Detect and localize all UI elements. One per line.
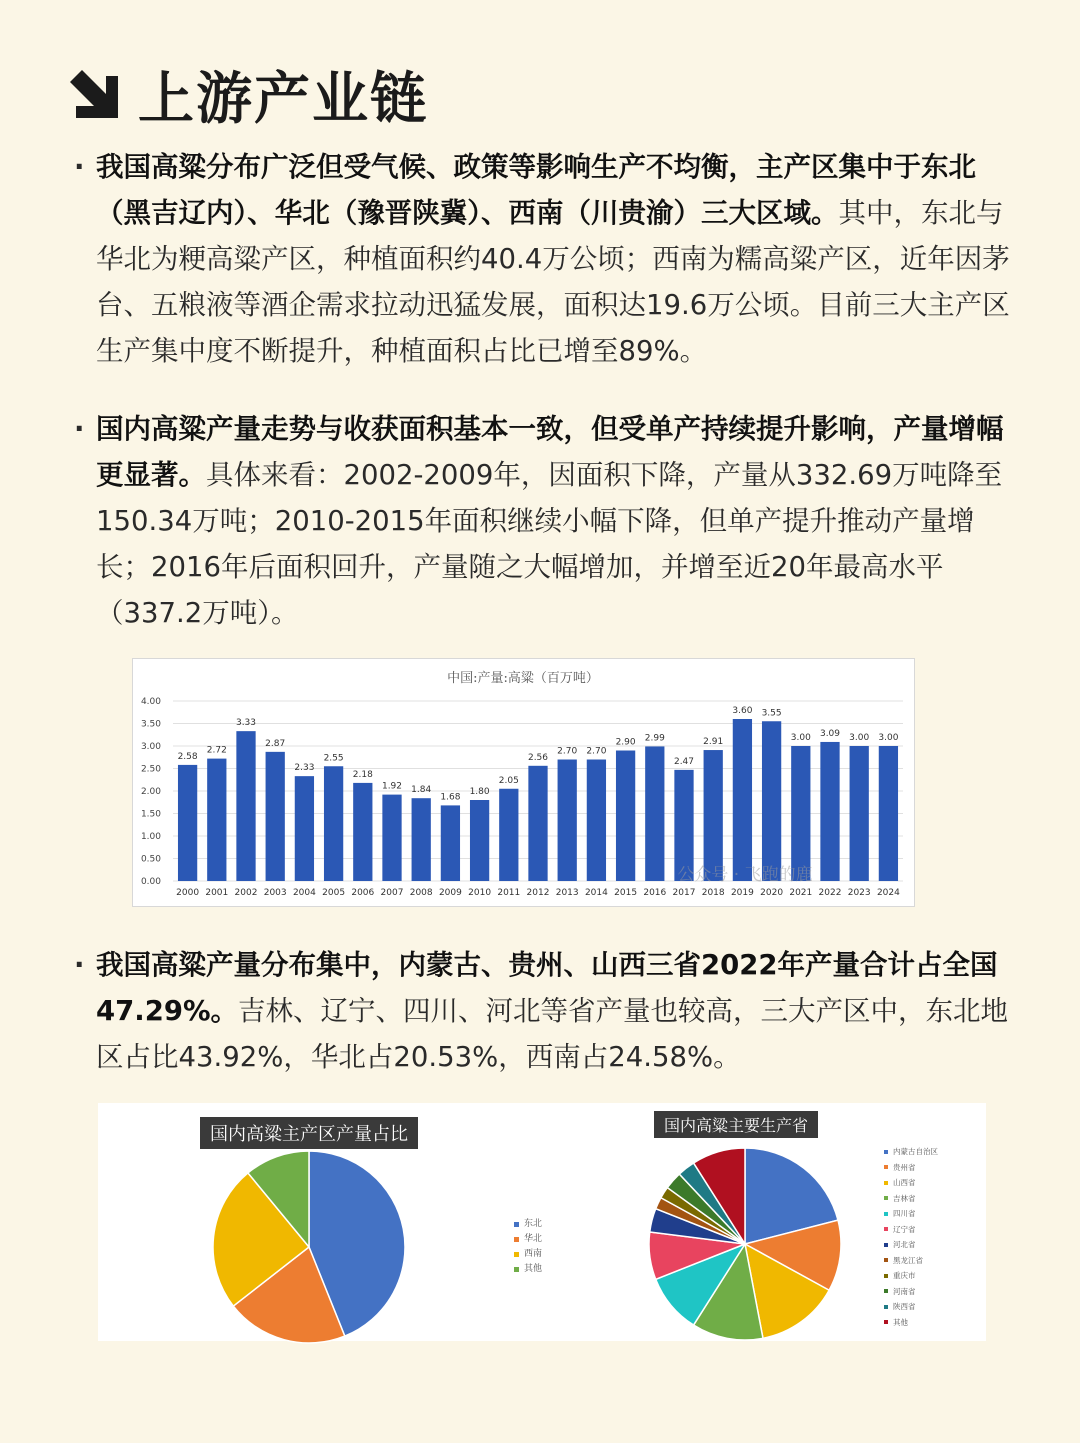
x-tick-label: 2008	[409, 888, 433, 898]
legend-swatch	[884, 1181, 888, 1185]
y-tick-label: 4.00	[140, 697, 161, 707]
x-tick-label: 2006	[351, 888, 375, 898]
x-tick-label: 2023	[847, 888, 871, 898]
pie-charts-panel	[98, 1103, 986, 1341]
paragraph-bold: 国内高粱产量走势与收获面积基本一致，但受单产持续提升影响，产量增幅更显著。	[96, 413, 1004, 491]
x-tick-label: 2011	[497, 888, 521, 898]
bar-value-label: 3.60	[732, 706, 753, 716]
legend-swatch	[884, 1320, 888, 1324]
legend-item	[884, 1237, 938, 1253]
bar	[616, 751, 635, 882]
bar-value-label: 2.87	[265, 738, 286, 749]
x-tick-label: 2020	[760, 888, 784, 898]
bar-value-label: 2.90	[615, 737, 636, 748]
legend-label: 贵州省	[893, 1162, 916, 1172]
y-tick-label: 1.50	[140, 809, 161, 820]
bar-value-label: 2.55	[323, 753, 344, 764]
bar-value-label: 2.05	[498, 775, 519, 786]
legend-swatch	[884, 1212, 888, 1216]
legend-swatch	[514, 1237, 519, 1242]
bar	[382, 795, 401, 881]
x-tick-label: 2017	[672, 888, 696, 898]
x-tick-label: 2012	[526, 888, 550, 898]
legend-item	[884, 1222, 938, 1238]
bar-value-label: 3.33	[235, 718, 257, 729]
legend-swatch	[884, 1196, 888, 1200]
x-tick-label: 2003	[263, 888, 287, 898]
legend-label: 其他	[524, 1264, 543, 1274]
province-pie-title: 国内高粱主要生产省	[654, 1111, 818, 1138]
x-tick-label: 2018	[701, 888, 725, 898]
bar	[353, 783, 372, 881]
legend-item	[884, 1253, 938, 1269]
bar	[820, 742, 839, 881]
legend-label: 东北	[524, 1219, 543, 1229]
legend-label: 吉林省	[893, 1193, 916, 1203]
legend-swatch	[514, 1252, 519, 1257]
legend-label: 辽宁省	[893, 1224, 916, 1234]
bar-value-label: 3.00	[878, 733, 899, 743]
bar-value-label: 2.18	[352, 769, 373, 780]
y-tick-label: 3.00	[140, 742, 161, 752]
bar	[558, 760, 577, 882]
y-tick-label: 0.50	[140, 854, 161, 865]
legend-swatch	[884, 1227, 888, 1231]
bar	[470, 800, 489, 881]
legend-item	[884, 1315, 938, 1331]
legend-item	[884, 1160, 938, 1176]
bar	[850, 746, 869, 881]
bullet: ·	[74, 413, 85, 445]
x-tick-label: 2002	[234, 888, 258, 898]
bar	[266, 752, 285, 881]
bar-value-label: 2.33	[294, 763, 315, 774]
bar-chart	[133, 659, 914, 906]
legend-label: 西南	[524, 1249, 543, 1259]
legend-label: 陕西省	[893, 1302, 916, 1311]
bar-value-label: 1.68	[440, 792, 461, 803]
bar-value-label: 1.92	[381, 781, 403, 792]
bar-value-label: 2.47	[673, 756, 695, 767]
legend-swatch	[884, 1274, 888, 1278]
legend-label: 河南省	[893, 1286, 916, 1296]
bar-value-label: 2.72	[206, 745, 227, 756]
x-tick-label: 2015	[614, 888, 638, 898]
legend-label: 重庆市	[893, 1271, 916, 1280]
legend-item	[884, 1144, 938, 1160]
legend-label: 黑龙江省	[893, 1255, 923, 1265]
paragraph-bold: 我国高粱产量分布集中，内蒙古、贵州、山西三省2022年产量合计占全国47.29%。	[96, 949, 998, 1027]
x-tick-label: 2009	[438, 888, 462, 898]
legend-swatch	[884, 1150, 888, 1154]
region-pie-title: 国内高粱主产区产量占比	[200, 1117, 418, 1149]
legend-swatch	[884, 1165, 888, 1169]
legend-item	[514, 1217, 542, 1232]
bar	[645, 746, 664, 881]
bar	[587, 760, 606, 882]
paragraph-province-share	[74, 942, 1022, 1080]
paragraph-distribution	[74, 144, 1022, 374]
y-tick-label: 1.00	[140, 832, 161, 842]
bar	[499, 789, 518, 881]
x-tick-label: 2001	[205, 888, 229, 898]
legend-item	[884, 1268, 938, 1284]
legend-label: 山西省	[893, 1178, 916, 1187]
bar-chart-panel	[132, 658, 915, 907]
bar-value-label: 3.55	[761, 708, 782, 719]
legend-label: 内蒙古自治区	[893, 1147, 938, 1156]
bar	[733, 719, 752, 881]
bar	[528, 766, 547, 881]
legend-swatch	[884, 1243, 888, 1247]
x-tick-label: 2000	[176, 888, 200, 898]
region-pie-legend	[514, 1217, 542, 1277]
title-row	[66, 58, 428, 132]
bar-value-label: 2.99	[644, 733, 665, 744]
x-tick-label: 2013	[555, 888, 579, 898]
x-tick-label: 2022	[818, 888, 842, 898]
bar-chart-title: 中国:产量:高粱（百万吨）	[447, 671, 599, 686]
legend-item	[884, 1191, 938, 1207]
y-tick-label: 2.50	[140, 764, 161, 775]
bar	[879, 746, 898, 881]
legend-item	[884, 1175, 938, 1191]
bar-value-label: 3.00	[849, 733, 870, 743]
legend-item	[514, 1262, 542, 1277]
x-tick-label: 2021	[789, 888, 813, 898]
bullet: ·	[74, 949, 85, 981]
bar	[324, 766, 343, 881]
legend-label: 河北省	[893, 1240, 916, 1249]
y-tick-label: 2.00	[140, 787, 161, 797]
bar	[412, 798, 431, 881]
bar-value-label: 1.84	[411, 785, 432, 796]
x-tick-label: 2019	[730, 888, 754, 898]
legend-item	[514, 1232, 542, 1247]
bar	[762, 721, 781, 881]
watermark: 公众号 · 飞跑的鹿	[677, 865, 813, 885]
bar	[295, 776, 314, 881]
paragraph-output-trend	[74, 406, 1022, 636]
bullet: ·	[74, 151, 85, 183]
province-pie-legend	[884, 1144, 938, 1330]
legend-item	[884, 1299, 938, 1315]
y-tick-label: 0.00	[140, 877, 161, 887]
bar	[791, 746, 810, 881]
bar-value-label: 2.91	[703, 737, 724, 748]
page-title: 上游产业链	[138, 67, 428, 132]
legend-swatch	[884, 1289, 888, 1293]
legend-label: 其他	[893, 1317, 908, 1327]
province-pie-chart	[645, 1144, 845, 1344]
bar-value-label: 2.70	[586, 746, 607, 757]
x-tick-label: 2014	[584, 888, 608, 898]
legend-swatch	[884, 1305, 888, 1309]
bar-value-label: 2.70	[557, 746, 578, 757]
region-pie-chart	[209, 1147, 409, 1347]
legend-swatch	[514, 1222, 519, 1227]
legend-item	[514, 1247, 542, 1262]
x-tick-label: 2010	[468, 888, 492, 898]
x-tick-label: 2005	[322, 888, 346, 898]
bar-value-label: 3.09	[819, 728, 841, 739]
legend-item	[884, 1206, 938, 1222]
legend-label: 华北	[524, 1234, 543, 1244]
bar	[236, 731, 255, 881]
x-tick-label: 2004	[292, 888, 316, 898]
paragraph-text: 具体来看：2002-2009年，因面积下降，产量从332.69万吨降至150.34万吨；2010-2015年面积继续小幅下降，但单产提升推动产量增长；2016年后面积回升，产量随之大幅增加，并增至近20年最高水平（337.2万吨）。	[96, 459, 1003, 629]
arrow-down-right-icon	[66, 66, 124, 124]
x-tick-label: 2016	[643, 888, 667, 898]
bar-value-label: 2.56	[527, 752, 549, 763]
bar-value-label: 2.58	[177, 751, 198, 762]
legend-swatch	[884, 1258, 888, 1262]
paragraph-text: 其中，东北与华北为粳高粱产区，种植面积约40.4万公顷；西南为糯高粱产区，近年因茅台、五粮液等酒企需求拉动迅猛发展，面积达19.6万公顷。目前三大主产区生产集中度不断提升，种植面积占比已增至89%。	[96, 197, 1010, 367]
legend-label: 四川省	[893, 1209, 916, 1218]
bar	[178, 765, 197, 881]
paragraph-text: 吉林、辽宁、四川、河北等省产量也较高，三大产区中，东北地区占比43.92%，华北占20.53%，西南占24.58%。	[96, 995, 1009, 1073]
legend-item	[884, 1284, 938, 1300]
bar-value-label: 1.80	[469, 787, 490, 797]
y-tick-label: 3.50	[140, 719, 161, 730]
bar	[704, 750, 723, 881]
bar	[441, 805, 460, 881]
x-tick-label: 2007	[380, 888, 404, 898]
paragraph-bold: 我国高粱分布广泛但受气候、政策等影响生产不均衡，主产区集中于东北（黑吉辽内）、华北（豫晋陕冀）、西南（川贵渝）三大区域。	[96, 151, 976, 229]
legend-swatch	[514, 1267, 519, 1272]
x-tick-label: 2024	[876, 888, 900, 898]
bar	[207, 759, 226, 881]
bar-value-label: 3.00	[790, 733, 811, 743]
